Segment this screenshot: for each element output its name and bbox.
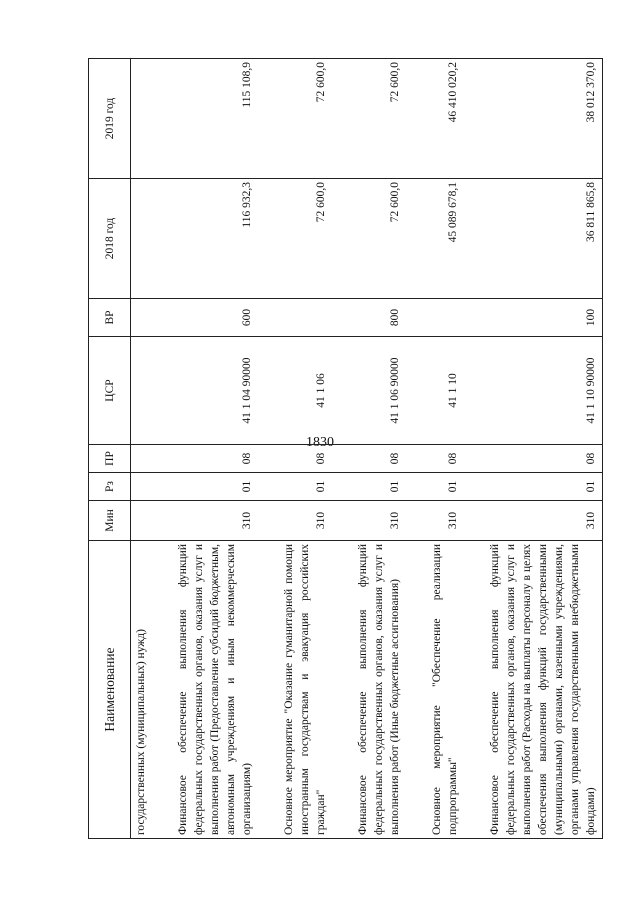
header-vr: ВР xyxy=(89,299,131,337)
table-row xyxy=(353,59,406,839)
table-row xyxy=(485,59,603,839)
cell-vr xyxy=(131,299,153,337)
header-pr: ПР xyxy=(89,445,131,473)
cell-name: Основное мероприятие "Обеспечение реализации подпрограммы" xyxy=(427,541,464,839)
cell-2019: 46 410 020,2 xyxy=(427,59,464,179)
cell-csr: 41 1 10 xyxy=(427,337,464,445)
table-row xyxy=(131,59,153,839)
cell-2019: 38 012 370,0 xyxy=(485,59,603,179)
table-row xyxy=(427,59,464,839)
cell-min: 310 xyxy=(173,501,258,541)
cell-2019: 72 600,0 xyxy=(279,59,332,179)
cell-rz: 01 xyxy=(427,473,464,501)
cell-2019 xyxy=(131,59,153,179)
cell-rz: 01 xyxy=(173,473,258,501)
header-min: Мин xyxy=(89,501,131,541)
cell-name: Финансовое обеспечение выполнения функций федеральных государственных органов, оказания услуг и выполнения работ (Расходы на выплаты персоналу в целях обеспечения выполнения функций государственными (муниципальными) органами, казенными учреждениями, органами управления государственными внебюджетными фондами) xyxy=(485,541,603,839)
rotated-table-container xyxy=(88,59,628,839)
cell-vr: 100 xyxy=(485,299,603,337)
cell-name: Финансовое обеспечение выполнения функций федеральных государственных органов, оказания услуг и выполнения работ (Предоставление субсидий бюджетным, автономным учреждениям и иным некоммерческим организациям) xyxy=(173,541,258,839)
table-header-row xyxy=(89,59,131,839)
cell-rz: 01 xyxy=(353,473,406,501)
cell-pr: 08 xyxy=(353,445,406,473)
table-row xyxy=(173,59,258,839)
cell-min xyxy=(131,501,153,541)
budget-table xyxy=(88,58,603,839)
header-rz: Рз xyxy=(89,473,131,501)
cell-vr: 800 xyxy=(353,299,406,337)
cell-vr xyxy=(279,299,332,337)
cell-vr xyxy=(427,299,464,337)
cell-csr: 41 1 06 xyxy=(279,337,332,445)
cell-min: 310 xyxy=(279,501,332,541)
cell-csr: 41 1 06 90000 xyxy=(353,337,406,445)
spacer-row xyxy=(464,59,485,839)
cell-rz: 01 xyxy=(279,473,332,501)
page-number: 1830 xyxy=(306,435,334,450)
cell-2018: 72 600,0 xyxy=(279,179,332,299)
cell-name: государственных (муниципальных) нужд) xyxy=(131,541,153,839)
cell-pr xyxy=(131,445,153,473)
cell-min: 310 xyxy=(427,501,464,541)
cell-pr: 08 xyxy=(173,445,258,473)
table-row xyxy=(279,59,332,839)
cell-2018 xyxy=(131,179,153,299)
spacer-row xyxy=(152,59,173,839)
cell-pr: 08 xyxy=(485,445,603,473)
cell-pr: 08 xyxy=(427,445,464,473)
header-2019: 2019 год xyxy=(89,59,131,179)
cell-min: 310 xyxy=(485,501,603,541)
cell-min: 310 xyxy=(353,501,406,541)
cell-csr xyxy=(131,337,153,445)
header-2018: 2018 год xyxy=(89,179,131,299)
cell-2019: 72 600,0 xyxy=(353,59,406,179)
cell-2018: 116 932,3 xyxy=(173,179,258,299)
cell-csr: 41 1 10 90000 xyxy=(485,337,603,445)
cell-rz xyxy=(131,473,153,501)
cell-vr: 600 xyxy=(173,299,258,337)
cell-pr: 08 xyxy=(279,445,332,473)
spacer-row xyxy=(332,59,353,839)
cell-name: Основное мероприятие "Оказание гуманитарной помощи иностранным государствам и эвакуация российских граждан" xyxy=(279,541,332,839)
cell-rz: 01 xyxy=(485,473,603,501)
header-csr: ЦСР xyxy=(89,337,131,445)
header-name: Наименование xyxy=(89,541,131,839)
cell-2019: 115 108,9 xyxy=(173,59,258,179)
cell-2018: 45 089 678,1 xyxy=(427,179,464,299)
cell-name: Финансовое обеспечение выполнения функций федеральных государственных органов, оказания услуг и выполнения работ (Иные бюджетные ассигнования) xyxy=(353,541,406,839)
cell-2018: 72 600,0 xyxy=(353,179,406,299)
cell-csr: 41 1 04 90000 xyxy=(173,337,258,445)
cell-2018: 36 811 865,8 xyxy=(485,179,603,299)
spacer-row xyxy=(406,59,427,839)
spacer-row xyxy=(258,59,279,839)
